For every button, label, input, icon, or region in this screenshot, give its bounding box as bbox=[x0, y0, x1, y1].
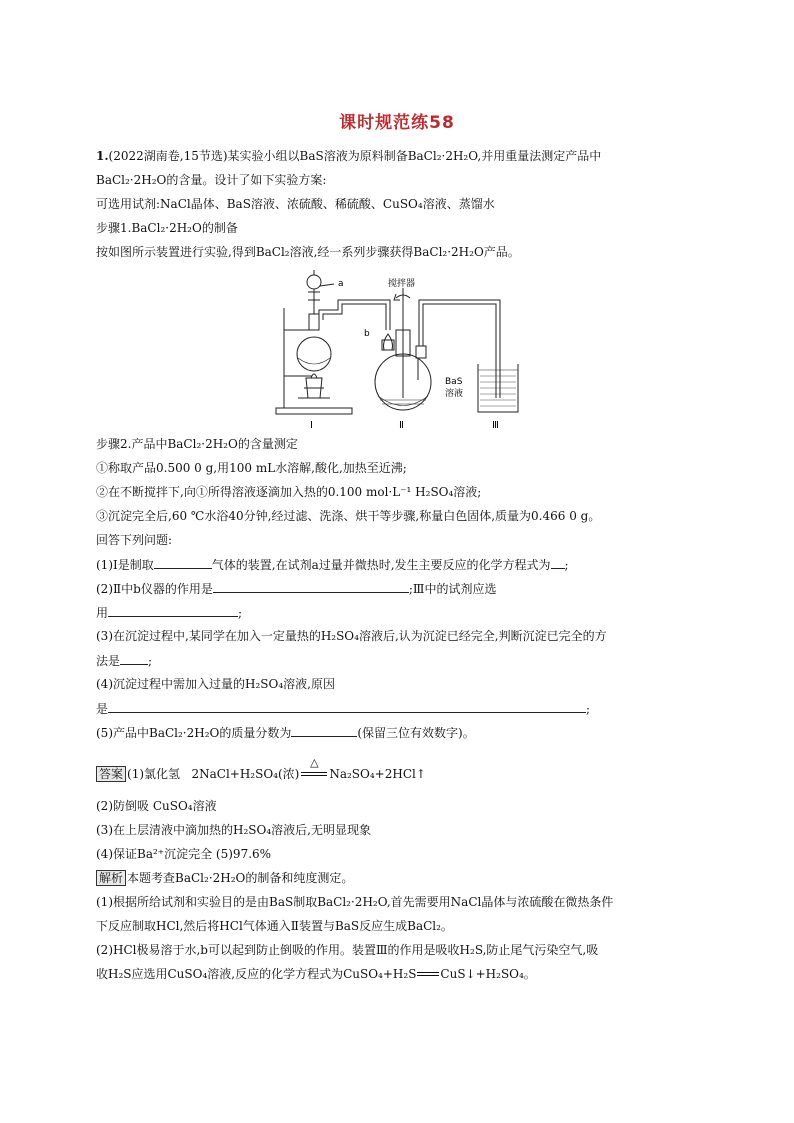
subquestion-3-cont: 法是 ; bbox=[96, 654, 153, 668]
flask-I bbox=[297, 337, 331, 371]
step1-title: 步骤1.BaCl₂·2H₂O的制备 bbox=[96, 221, 238, 235]
stand-base bbox=[276, 408, 352, 414]
subquestion-4-cont: 是 ; bbox=[96, 702, 591, 716]
analysis-line-1: 解析 本题考查BaCl₂·2H₂O的制备和纯度测定。 bbox=[96, 870, 706, 886]
analysis-line-5: 收H₂S应选用CuSO₄溶液,反应的化学方程式为CuSO₄+H₂S CuS↓+H₂SO₄。 bbox=[96, 967, 536, 981]
anti-suckback-bulb bbox=[384, 334, 393, 350]
label-bas: BaS bbox=[445, 377, 463, 387]
subquestion-1: (1)Ⅰ是制取 气体的装置,在试剂a过量并微热时,发生主要反应的化学方程式为 ; bbox=[96, 558, 569, 572]
answer-line-3: (3)在上层清液中滴加热的H₂SO₄溶液后,无明显现象 bbox=[96, 823, 371, 837]
analysis-line-2: (1)根据所给试剂和实验目的是由BaS制取BaCl₂·2H₂O,首先需要用NaCl晶体与浓硫酸在微热条件 bbox=[96, 895, 614, 909]
subquestion-3: (3)在沉淀过程中,某同学在加入一定量热的H₂SO₄溶液后,认为沉淀已经完全,判断沉淀已完全的方 bbox=[96, 629, 607, 643]
step1-text: 按如图所示装置进行实验,得到BaCl₂溶液,经一系列步骤获得BaCl₂·2H₂O产品。 bbox=[96, 245, 520, 259]
analysis-tag: 解析 bbox=[96, 870, 126, 886]
question-number: 1. bbox=[96, 149, 109, 163]
answer-blank-2a[interactable] bbox=[213, 580, 409, 593]
analysis-line-3: 下反应制取HCl,然后将HCl气体通入Ⅱ装置与BaS反应生成BaCl₂。 bbox=[96, 919, 453, 933]
label-a: a bbox=[338, 279, 344, 289]
apparatus-diagram bbox=[268, 270, 530, 432]
analysis-line-4: (2)HCl极易溶于水,b可以起到防止倒吸的作用。装置Ⅲ的作用是吸收H₂S,防止尾气污染空气,吸 bbox=[96, 943, 599, 957]
answer-blank-1b[interactable] bbox=[551, 556, 565, 569]
answer-blank-4[interactable] bbox=[108, 700, 586, 713]
question-intro-line2: BaCl₂·2H₂O的含量。设计了如下实验方案: bbox=[96, 173, 327, 187]
label-b: b bbox=[364, 329, 370, 339]
subquestion-2-cont: 用 ; bbox=[96, 606, 243, 620]
subquestion-2: (2)Ⅱ中b仪器的作用是 ;Ⅲ中的试剂应选 bbox=[96, 582, 497, 596]
dropping-funnel bbox=[307, 275, 321, 289]
answer-blank-1a[interactable] bbox=[154, 556, 212, 569]
answer-line-1: 答案 (1)氯化氢 2NaCl+H₂SO₄(浓) △ Na₂SO₄+2HCl↑ bbox=[96, 766, 706, 782]
label-stirrer: 搅拌器 bbox=[388, 279, 416, 289]
question-intro-line1: 1.(2022湖南卷,15节选)某实验小组以BaS溶液为原料制备BaCl₂·2H₂O,并用重量法测定产品中 bbox=[96, 149, 602, 163]
reagents-line: 可选用试剂:NaCl晶体、BaS溶液、浓硫酸、稀硫酸、CuSO₄溶液、蒸馏水 bbox=[96, 197, 495, 211]
answer-line-2: (2)防倒吸 CuSO₄溶液 bbox=[96, 799, 217, 813]
answer-blank-5[interactable] bbox=[291, 724, 357, 737]
answer-blank-2b[interactable] bbox=[108, 604, 238, 617]
label-III: Ⅲ bbox=[492, 420, 499, 431]
label-II: Ⅱ bbox=[399, 420, 404, 431]
heating-equals-sign: △ bbox=[299, 767, 329, 779]
equals-sign bbox=[416, 968, 440, 978]
answer-line-4: (4)保证Ba²⁺沉淀完全 (5)97.6% bbox=[96, 847, 272, 861]
step2-item3: ③沉淀完全后,60 ℃水浴40分钟,经过滤、洗涤、烘干等步骤,称量白色固体,质量为0.466 0 g。 bbox=[96, 509, 601, 523]
subquestion-5: (5)产品中BaCl₂·2H₂O的质量分数为 (保留三位有效数字)。 bbox=[96, 726, 475, 740]
step2-title: 步骤2.产品中BaCl₂·2H₂O的含量测定 bbox=[96, 437, 298, 451]
prompt: 回答下列问题: bbox=[96, 533, 173, 547]
label-I: Ⅰ bbox=[310, 420, 313, 431]
page-title: 课时规范练58 bbox=[339, 113, 455, 133]
answer-tag: 答案 bbox=[96, 766, 126, 782]
label-solution: 溶液 bbox=[445, 389, 464, 399]
step2-item2: ②在不断搅拌下,向①所得溶液逐滴加入热的0.100 mol·L⁻¹ H₂SO₄溶液; bbox=[96, 485, 482, 499]
step2-item1: ①称取产品0.500 0 g,用100 mL水溶解,酸化,加热至近沸; bbox=[96, 461, 407, 475]
subquestion-4: (4)沉淀过程中需加入过量的H₂SO₄溶液,原因 bbox=[96, 677, 335, 691]
answer-blank-3[interactable] bbox=[120, 652, 148, 665]
